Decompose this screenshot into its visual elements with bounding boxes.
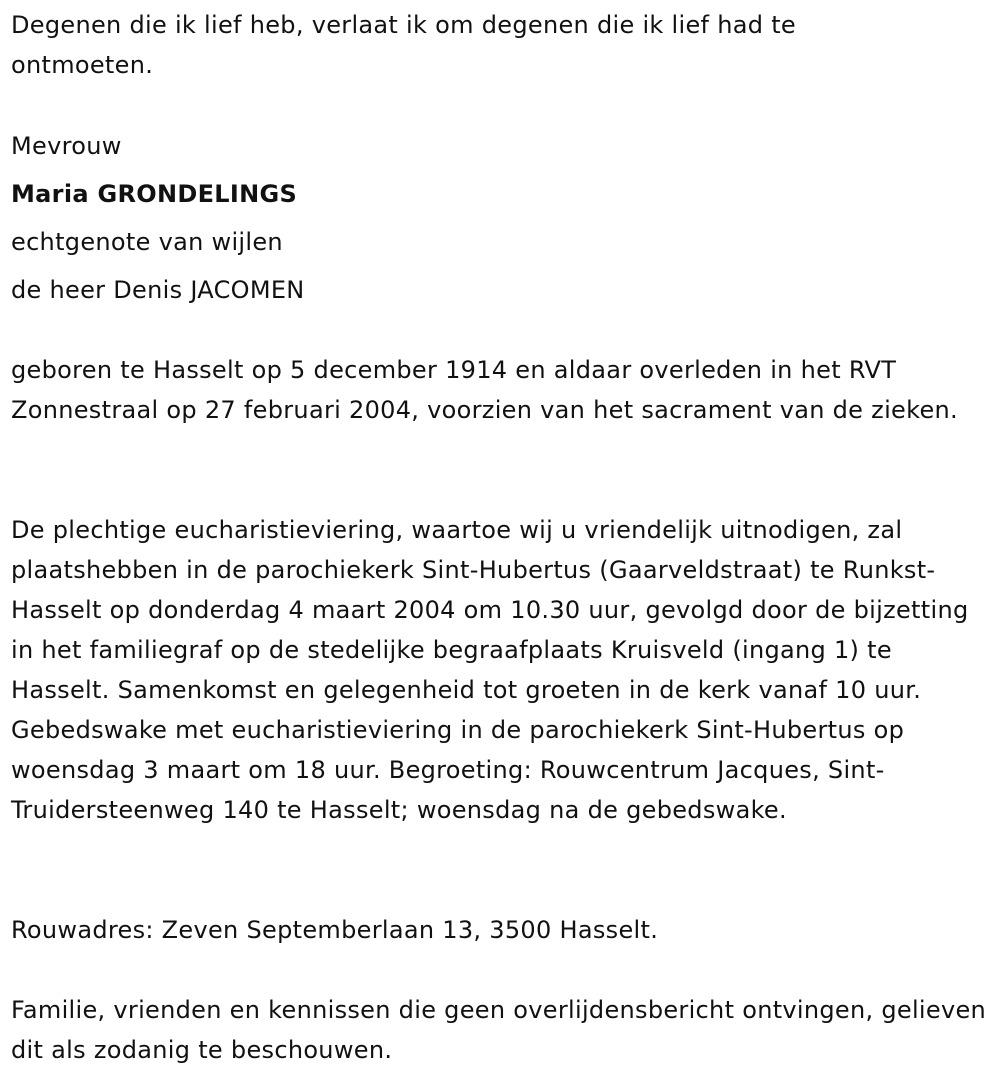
- birth-death-text: geboren te Hasselt op 5 december 1914 en aldaar overleden in het RVT Zonnestraal op 27 februari 2004, voorzien van het sacrament van de zieken.: [11, 356, 958, 424]
- relation-line: echtgenote van wijlen: [11, 228, 283, 256]
- mourning-address-text: Rouwadres: Zeven Septemberlaan 13, 3500 Hasselt.: [11, 916, 659, 944]
- mourning-address-section: [11, 910, 996, 950]
- honorific: Mevrouw: [11, 132, 122, 160]
- funeral-service-section: [11, 510, 996, 830]
- spouse-line: de heer Denis JACOMEN: [11, 276, 305, 304]
- deceased-name: Maria GRONDELINGS: [11, 180, 298, 208]
- funeral-service-text: De plechtige eucharistieviering, waartoe wij u vriendelijk uitnodigen, zal plaatshebben in de parochiekerk Sint-Hubertus (Gaarveldstraat) te Runkst-Hasselt op donderdag 4 maart 2004 om 10.30 uur, gevolgd door de bijzetting in het familiegraf op de stedelijke begraafplaats Kruisveld (ingang 1) te Hasselt. Samenkomst en gelegenheid tot groeten in de kerk vanaf 10 uur. Gebedswake met eucharistieviering in de parochiekerk Sint-Hubertus op woensdag 3 maart om 18 uur. Begroeting: Rouwcentrum Jacques, Sint-Truidersteenweg 140 te Hasselt; woensdag na de gebedswake.: [11, 516, 969, 824]
- family-notice-section: [11, 990, 996, 1070]
- opening-quote: Degenen die ik lief heb, verlaat ik om degenen die ik lief had te ontmoeten.: [11, 11, 796, 79]
- family-notice-text: Familie, vrienden en kennissen die geen overlijdensbericht ontvingen, gelieven dit als zodanig te beschouwen.: [11, 996, 987, 1064]
- deceased-header: [11, 122, 305, 314]
- birth-death-section: [11, 350, 996, 430]
